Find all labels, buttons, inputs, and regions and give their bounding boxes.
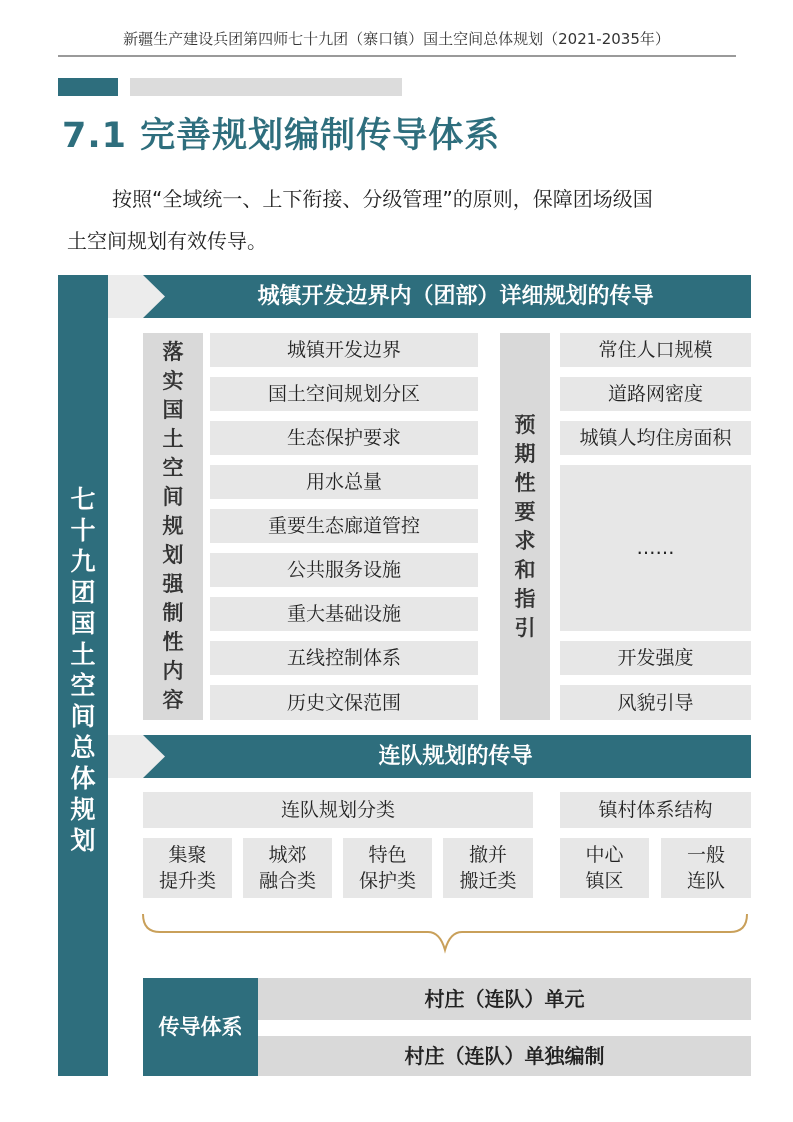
lianduei-category: [243, 838, 332, 898]
mandatory-label-char: 空: [162, 456, 184, 480]
mandatory-item: 生态保护要求: [210, 421, 478, 455]
transmission-label: 传导体系: [158, 1015, 243, 1039]
mandatory-label-char: 规: [162, 514, 184, 538]
mandatory-item: 用水总量: [210, 465, 478, 499]
mandatory-item: 公共服务设施: [210, 553, 478, 587]
town-structure-line1: 中心: [585, 844, 624, 866]
guidance-label-char: 指: [514, 586, 536, 611]
town-structure-line2: 镇区: [585, 870, 624, 892]
section-title: 7.1 完善规划编制传导体系: [62, 116, 501, 156]
left-plan-label-char: 间: [70, 702, 96, 731]
second-banner-title: 连队规划的传导: [378, 744, 533, 769]
lianduei-category-line2: 提升类: [158, 870, 216, 892]
guidance-item: 风貌引导: [560, 685, 751, 720]
left-plan-label-char: 规: [70, 795, 96, 824]
mandatory-label-char: 性: [162, 630, 184, 654]
guidance-label-char: 引: [514, 615, 536, 640]
town-structure-line1: 一般: [686, 844, 725, 866]
top-banner-title: 城镇开发边界内（团部）详细规划的传导: [257, 284, 654, 309]
guidance-item: 开发强度: [560, 641, 751, 675]
lianduei-category: [443, 838, 533, 898]
mandatory-label-char: 制: [162, 601, 184, 625]
transmission-item: 村庄（连队）单独编制: [258, 1036, 751, 1076]
mandatory-label-char: 强: [162, 572, 184, 596]
lianduei-category-line2: 搬迁类: [459, 870, 517, 892]
guidance-label-char: 和: [514, 557, 536, 582]
left-plan-label-char: 团: [70, 578, 96, 607]
lianduei-category-line1: 特色: [368, 844, 407, 866]
guidance-item-ellipsis: ……: [560, 465, 751, 631]
transmission-item: 村庄（连队）单元: [258, 978, 751, 1020]
mandatory-item: 重大基础设施: [210, 597, 478, 631]
left-plan-label-char: 九: [70, 547, 96, 576]
guidance-item: 道路网密度: [560, 377, 751, 411]
left-plan-label: [58, 480, 108, 860]
lianduei-category-line1: 撤并: [468, 844, 507, 866]
lianduei-category: [343, 838, 432, 898]
guidance-label: [500, 333, 550, 720]
town-structure-header: 镇村体系结构: [560, 792, 751, 828]
town-structure-line2: 连队: [686, 870, 725, 892]
mandatory-label-char: 国: [162, 398, 184, 422]
guidance-label-char: 预: [514, 412, 536, 437]
mandatory-label-char: 内: [162, 659, 184, 683]
guidance-item: 城镇人均住房面积: [560, 421, 751, 455]
lianduei-category-line2: 保护类: [358, 870, 416, 892]
running-header-text: 新疆生产建设兵团第四师七十九团（寨口镇）国土空间总体规划（2021-2035年）: [123, 30, 670, 48]
guidance-label-char: 性: [514, 470, 536, 495]
left-plan-label-char: 国: [70, 609, 96, 638]
lianduei-category-line2: 融合类: [258, 870, 316, 892]
mandatory-label-char: 土: [162, 427, 184, 451]
guidance-label-char: 要: [514, 499, 536, 524]
town-structure-item: [560, 838, 649, 898]
left-plan-label-char: 空: [70, 671, 96, 700]
town-structure-item: [661, 838, 751, 898]
paragraph-line-1: 按照“全域统一、上下衔接、分级管理”的原则，保障团场级国: [112, 187, 653, 211]
guidance-label-char: 期: [514, 441, 536, 466]
mandatory-item: 国土空间规划分区: [210, 377, 478, 411]
lianduei-category-line1: 城郊: [268, 844, 307, 866]
left-plan-label-char: 划: [70, 826, 96, 855]
mandatory-item: 五线控制体系: [210, 641, 478, 675]
left-plan-label-char: 十: [70, 516, 96, 545]
mandatory-label-char: 实: [162, 369, 184, 393]
left-plan-label-char: 七: [70, 485, 96, 514]
mandatory-item: 重要生态廊道管控: [210, 509, 478, 543]
mandatory-item: 历史文保范围: [210, 685, 478, 720]
left-plan-label-char: 土: [70, 640, 96, 669]
mandatory-label-char: 落: [162, 340, 184, 364]
grouping-brace: [140, 910, 754, 960]
mandatory-label-char: 间: [162, 485, 184, 509]
mandatory-label: [143, 333, 203, 720]
paragraph-line-2: 土空间规划有效传导。: [67, 229, 267, 253]
guidance-item: 常住人口规模: [560, 333, 751, 367]
lianduei-category: [143, 838, 232, 898]
mandatory-label-char: 容: [162, 688, 184, 712]
lianduei-category-line1: 集聚: [168, 844, 207, 866]
left-plan-label-char: 总: [70, 733, 96, 762]
mandatory-item: 城镇开发边界: [210, 333, 478, 367]
guidance-label-char: 求: [514, 528, 536, 553]
left-plan-label-char: 体: [70, 764, 96, 793]
mandatory-label-char: 划: [162, 543, 184, 567]
lianduei-category-header: 连队规划分类: [143, 792, 533, 828]
